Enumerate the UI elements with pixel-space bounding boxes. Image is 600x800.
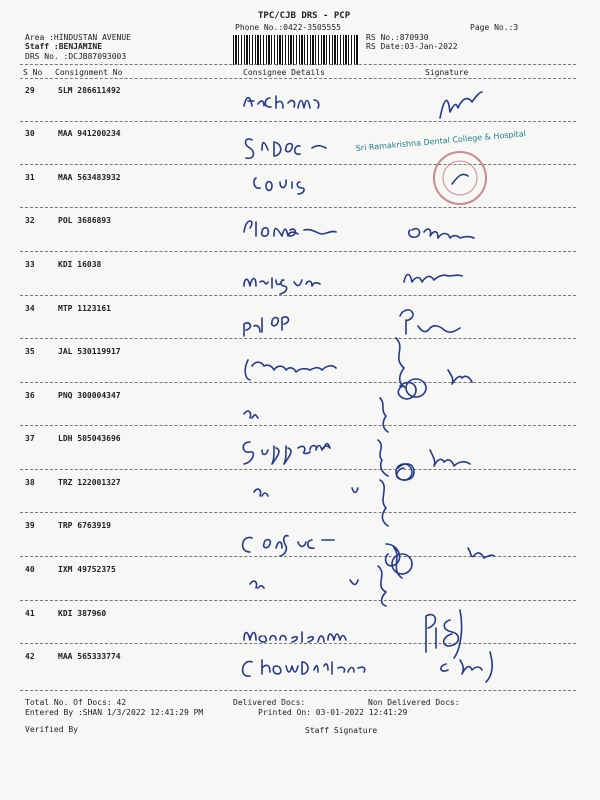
staff-signature: Staff Signature — [305, 726, 378, 735]
rs-number: RS No.:870930 — [366, 33, 429, 42]
consignment-number: MAA 565333774 — [58, 652, 121, 661]
rs-date: RS Date:03-Jan-2022 — [366, 42, 458, 51]
consignment-number: KDI 387960 — [58, 609, 107, 618]
consignment-number: JAL 530119917 — [58, 347, 121, 356]
staff-label: Staff :BENJAMINE — [25, 42, 103, 51]
consignment-number: POL 3686893 — [58, 216, 111, 225]
seal-icon — [434, 152, 486, 204]
consignment-number: MTP 1123161 — [58, 304, 111, 313]
row-number: 39 — [25, 521, 35, 530]
printed-on: Printed On: 03-01-2022 12:41:29 — [258, 708, 408, 717]
verified-by: Verified By — [25, 725, 78, 734]
row-number: 38 — [25, 478, 35, 487]
row-number: 36 — [25, 391, 35, 400]
consignment-number: KDI 16038 — [58, 260, 102, 269]
consignment-number: PNQ 300004347 — [58, 391, 121, 400]
consignment-number: LDH 505043696 — [58, 434, 121, 443]
consignment-number: MAA 941200234 — [58, 129, 121, 138]
row-number: 37 — [25, 434, 35, 443]
consignment-number: TRP 6763919 — [58, 521, 111, 530]
consignment-number: SLM 286611492 — [58, 86, 121, 95]
row-number: 41 — [25, 609, 35, 618]
seal-inner-ring — [443, 161, 477, 195]
entered-by: Entered By :SHAN 1/3/2022 12:41:29 PM — [25, 708, 204, 717]
document-title: TPC/CJB DRS - PCP — [258, 11, 351, 21]
phone-number: Phone No.:0422-3505555 — [235, 23, 341, 32]
row-number: 30 — [25, 129, 35, 138]
row-number: 29 — [25, 86, 35, 95]
row-number: 32 — [25, 216, 35, 225]
row-number: 40 — [25, 565, 35, 574]
total-docs: Total No. Of Docs: 42 — [25, 698, 127, 707]
consignment-number: TRZ 122001327 — [58, 478, 121, 487]
consignment-number: MAA 563483932 — [58, 173, 121, 182]
row-number: 42 — [25, 652, 35, 661]
row-number: 34 — [25, 304, 35, 313]
column-header-consignment: Consignment No — [55, 68, 123, 77]
column-header-consignee: Consignee Details — [243, 68, 325, 77]
consignment-number: IXM 49752375 — [58, 565, 116, 574]
delivered-docs: Delivered Docs: — [233, 698, 306, 707]
drs-number: DRS No. :DCJB87093003 — [25, 52, 127, 61]
row-number: 31 — [25, 173, 35, 182]
non-delivered-docs: Non Delivered Docs: — [368, 698, 460, 707]
column-header-signature: Signature — [425, 68, 469, 77]
stamp-text: Sri Ramakrishna Dental College & Hospital — [355, 129, 527, 153]
signature — [452, 174, 468, 184]
row-number: 33 — [25, 260, 35, 269]
row-number: 35 — [25, 347, 35, 356]
column-header-sno: S No — [23, 68, 43, 77]
page-number: Page No.:3 — [470, 23, 519, 32]
area-label: Area :HINDUSTAN AVENUE — [25, 33, 131, 42]
